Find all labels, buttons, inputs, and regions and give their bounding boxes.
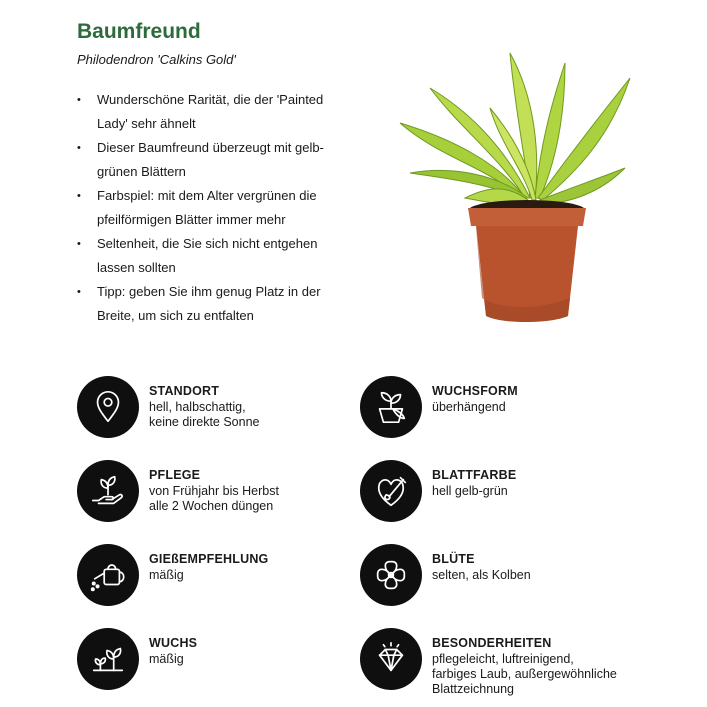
plant-image: [390, 48, 640, 328]
feature-text: mäßig: [149, 568, 184, 582]
feature-pflege: [77, 460, 377, 524]
diamond-icon: [360, 628, 422, 690]
feature-heading: BLÜTE: [432, 552, 475, 566]
feature-heading: STANDORT: [149, 384, 220, 398]
watering-can-icon: [77, 544, 139, 606]
bullet-dot-icon: •: [77, 190, 81, 202]
feature-text: überhängend: [432, 400, 506, 414]
bullet-item: • Farbspiel: mit dem Alter vergrünen die pfeilförmigen Blätter immer mehr: [77, 184, 337, 232]
feature-bluete: [360, 544, 660, 608]
location-pin-icon: [77, 376, 139, 438]
feature-wuchsform: [360, 376, 660, 440]
feature-text: hell, halbschattig, keine direkte Sonne: [149, 400, 260, 429]
bullet-item: • Wunderschöne Rarität, die der 'Painted Lady' sehr ähnelt: [77, 88, 337, 136]
feature-wuchs: [77, 628, 377, 692]
leaf-brush-icon: [360, 460, 422, 522]
bullet-dot-icon: •: [77, 238, 81, 250]
bullet-item: • Tipp: geben Sie ihm genug Platz in der Breite, um sich zu entfalten: [77, 280, 337, 328]
feature-text: von Frühjahr bis Herbst alle 2 Wochen düngen: [149, 484, 279, 513]
feature-heading: WUCHS: [149, 636, 198, 650]
feature-heading: BLATTFARBE: [432, 468, 517, 482]
feature-standort: [77, 376, 377, 440]
feature-text: selten, als Kolben: [432, 568, 531, 582]
feature-text: hell gelb-grün: [432, 484, 508, 498]
bullet-item: • Seltenheit, die Sie sich nicht entgehen lassen sollten: [77, 232, 337, 280]
feature-bullet-list: [77, 88, 337, 328]
flower-icon: [360, 544, 422, 606]
hand-sprout-icon: [77, 460, 139, 522]
potted-plant-icon: [360, 376, 422, 438]
feature-heading: GIEßEMPFEHLUNG: [149, 552, 269, 566]
bullet-dot-icon: •: [77, 94, 81, 106]
product-subtitle: Philodendron 'Calkins Gold': [77, 52, 236, 67]
bullet-item: • Dieser Baumfreund überzeugt mit gelb-grünen Blättern: [77, 136, 337, 184]
feature-heading: WUCHSFORM: [432, 384, 518, 398]
bullet-dot-icon: •: [77, 142, 81, 154]
seedlings-icon: [77, 628, 139, 690]
feature-heading: PFLEGE: [149, 468, 201, 482]
feature-blattfarbe: [360, 460, 660, 524]
feature-text: pflegeleicht, luftreinigend, farbiges Laub, außergewöhnliche Blattzeichnung: [432, 652, 617, 696]
feature-heading: BESONDERHEITEN: [432, 636, 552, 650]
product-title: Baumfreund: [77, 20, 201, 43]
feature-giessen: [77, 544, 377, 608]
bullet-dot-icon: •: [77, 286, 81, 298]
feature-text: mäßig: [149, 652, 184, 666]
feature-besonderheiten: [360, 628, 660, 696]
